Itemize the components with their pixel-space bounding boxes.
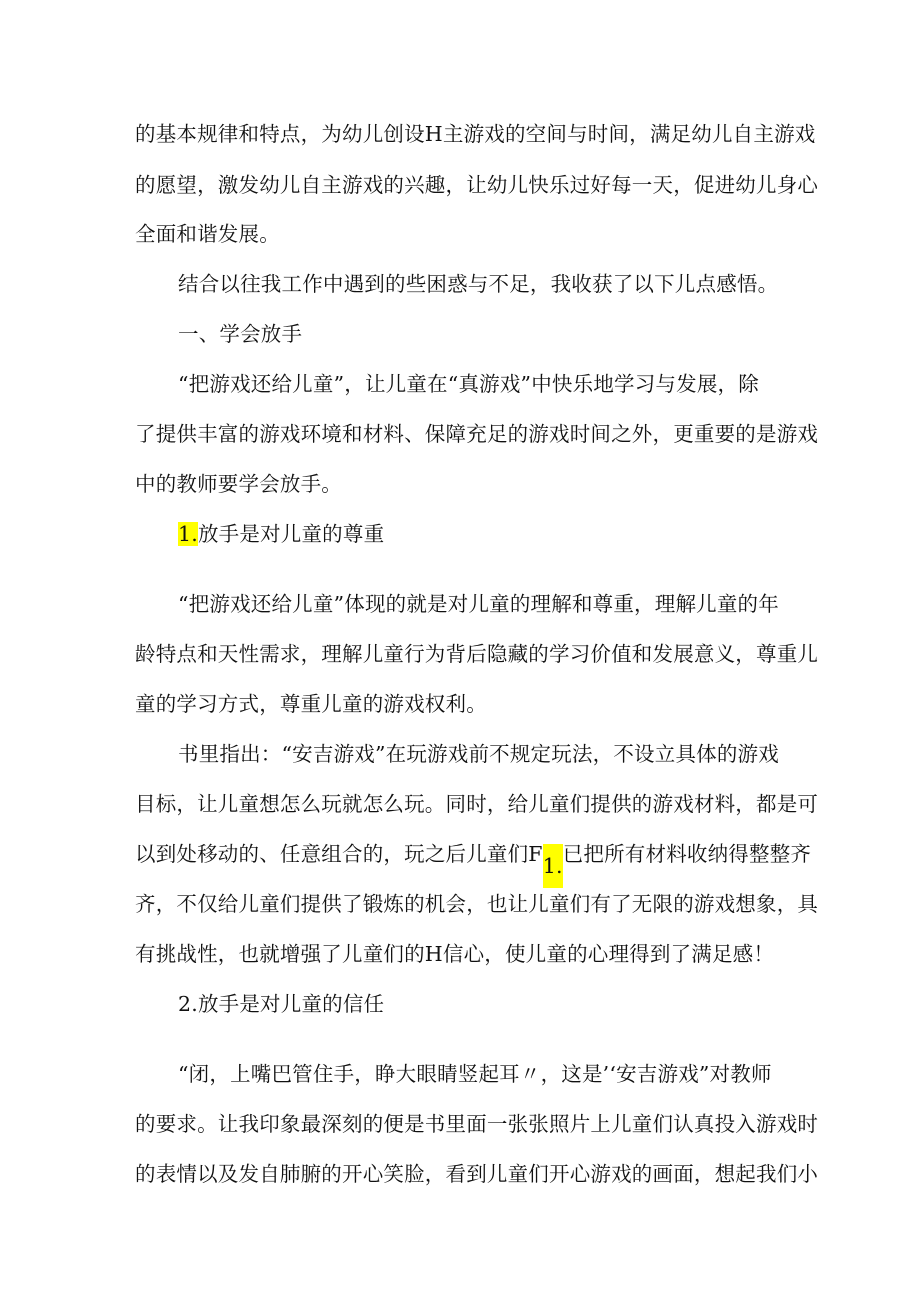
paragraph-line: 齐，不仅给儿童们提供了锻炼的机会，也让儿童们有了无限的游戏想象，具 (135, 892, 819, 916)
line-text: 以到处移动的、任意组合的，玩之后儿童们F (135, 842, 543, 866)
paragraph-line: 目标，让儿童想怎么玩就怎么玩。同时，给儿童们提供的游戏材料，都是可 (135, 792, 819, 816)
paragraph-line: “闭，上嘴巴管住手，睁大眼睛竖起耳〃，这是’‘安吉游戏”对教师 (178, 1062, 772, 1086)
line-text: 已把所有材料收纳得整整齐 (562, 842, 812, 866)
paragraph-line: “把游戏还给儿童”，让儿童在“真游戏”中快乐地学习与发展，除 (178, 372, 759, 396)
subsection-heading-2: 2.放手是对儿童的信任 (178, 992, 385, 1016)
paragraph-line: 全面和谐发展。 (135, 222, 280, 246)
paragraph-line: 童的学习方式，尊重儿童的游戏权利。 (135, 692, 487, 716)
paragraph-line: 有挑战性，也就增强了儿童们的H信心，使儿童的心理得到了满足感！ (135, 942, 775, 966)
paragraph-line: 的要求。让我印象最深刻的便是书里面一张张照片上儿童们认真投入游戏时 (135, 1112, 819, 1136)
paragraph-line: 的基本规律和特点，为幼儿创设H主游戏的空间与时间，满足幼儿自主游戏 (135, 122, 816, 146)
paragraph-line: 龄特点和天性需求，理解儿童行为背后隐藏的学习价值和发展意义，尊重儿 (135, 642, 819, 666)
subsection-heading-text: 放手是对儿童的尊重 (197, 522, 385, 546)
paragraph-line (135, 840, 812, 888)
paragraph-line: 了提供丰富的游戏环境和材料、保障充足的游戏时间之外，更重要的是游戏 (135, 422, 819, 446)
highlighted-number: 1. (543, 844, 563, 888)
paragraph-line: 的愿望，激发幼儿自主游戏的兴趣，让幼儿快乐过好每一天，促进幼儿身心 (135, 173, 819, 197)
highlighted-number: 1. (178, 522, 198, 546)
paragraph-line: 的表情以及发自肺腑的开心笑脸，看到儿童们开心游戏的画面，想起我们小 (135, 1162, 819, 1186)
subsection-heading-1 (178, 520, 838, 548)
paragraph-line: 结合以往我工作中遇到的些困惑与不足，我收获了以下儿点感悟。 (178, 272, 779, 296)
section-heading: 一、学会放手 (178, 322, 303, 346)
paragraph-line: “把游戏还给儿童”体现的就是对儿童的理解和尊重，理解儿童的年 (178, 592, 779, 616)
paragraph-line: 中的教师要学会放手。 (135, 472, 342, 496)
paragraph-line: 书里指出：“安吉游戏”在玩游戏前不规定玩法，不设立具体的游戏 (178, 742, 779, 766)
